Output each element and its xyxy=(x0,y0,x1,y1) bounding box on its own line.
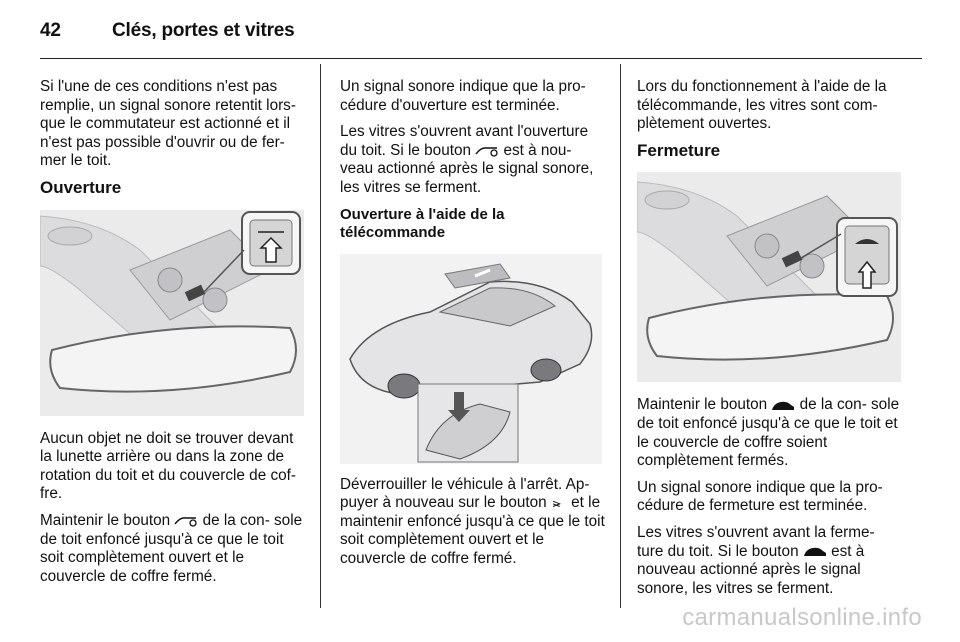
page-header xyxy=(40,20,295,42)
paragraph: Aucun objet ne doit se trouver devant la lunette arrière ou dans la zone de rotation du toit et du couvercle de cof- fre. xyxy=(40,429,296,503)
roof-open-icon xyxy=(174,514,198,527)
roof-console-close-illustration xyxy=(637,172,901,382)
section-heading: Ouverture xyxy=(40,177,122,197)
text-run: de la con- sole de toit enfoncé jusqu'à ce que le toit soit complètement ouvert et le couvercle de coffre fermé. xyxy=(40,511,303,585)
watermark: carmanualsonline.info xyxy=(682,604,922,631)
text-run: est à nouveau actionné après le signal sonore, les vitres se ferment. xyxy=(637,542,865,597)
page-title: Clés, portes et vitres xyxy=(112,20,295,41)
paragraph xyxy=(40,512,308,586)
page-number: 42 xyxy=(40,20,61,41)
roof-close-icon xyxy=(771,399,795,412)
remote-roof-button-icon xyxy=(551,497,567,510)
paragraph xyxy=(340,476,608,569)
column-3 xyxy=(637,78,905,606)
column-2 xyxy=(340,78,608,577)
paragraph: Lors du fonctionnement à l'aide de la télécommande, les vitres sont com- plètement ouvertes. xyxy=(637,78,887,133)
paragraph: Un signal sonore indique que la pro- cédure d'ouverture est terminée. xyxy=(340,78,586,114)
text-run: et le maintenir enfoncé jusqu'à ce que le toit soit complètement ouvert et le couvercle de coffre fermé. xyxy=(340,494,605,567)
column-divider xyxy=(320,64,321,608)
paragraph xyxy=(340,123,608,197)
paragraph: Un signal sonore indique que la pro- cédure de fermeture est terminée. xyxy=(637,478,883,515)
header-rule xyxy=(40,58,922,59)
text-run: Maintenir le bouton xyxy=(40,511,171,529)
column-divider xyxy=(620,64,621,608)
roof-console-open-illustration xyxy=(40,210,304,416)
subsection-heading: Ouverture à l'aide de la télécommande xyxy=(340,205,505,241)
text-run: de la con- sole de toit enfoncé jusqu'à ce que le toit et le couvercle de coffre soient complètement fermés. xyxy=(637,396,900,470)
text-run: Maintenir le bouton xyxy=(637,396,768,414)
text-run: Déverrouiller le véhicule à l'arrêt. Ap- puyer à nouveau sur le bouton xyxy=(340,475,590,512)
paragraph xyxy=(637,396,905,470)
paragraph xyxy=(637,524,905,598)
roof-open-icon xyxy=(475,144,499,157)
car-remote-illustration xyxy=(340,254,602,464)
text-run: Les vitres s'ouvrent avant l'ouverture du toit. Si le bouton xyxy=(340,123,589,159)
section-heading: Fermeture xyxy=(637,140,721,160)
text-run: Les vitres s'ouvrent avant la ferme- ture du toit. Si le bouton xyxy=(637,523,875,560)
paragraph: Si l'une de ces conditions n'est pas remplie, un signal sonore retentit lors- que le commutateur est actionné et il n'est pas possible d'ouvrir ou de fer- mer le toit. xyxy=(40,78,296,170)
text-run: est à nou- veau actionné après le signal sonore, les vitres se ferment. xyxy=(340,141,594,196)
roof-close-icon xyxy=(803,545,827,558)
column-1 xyxy=(40,78,308,594)
